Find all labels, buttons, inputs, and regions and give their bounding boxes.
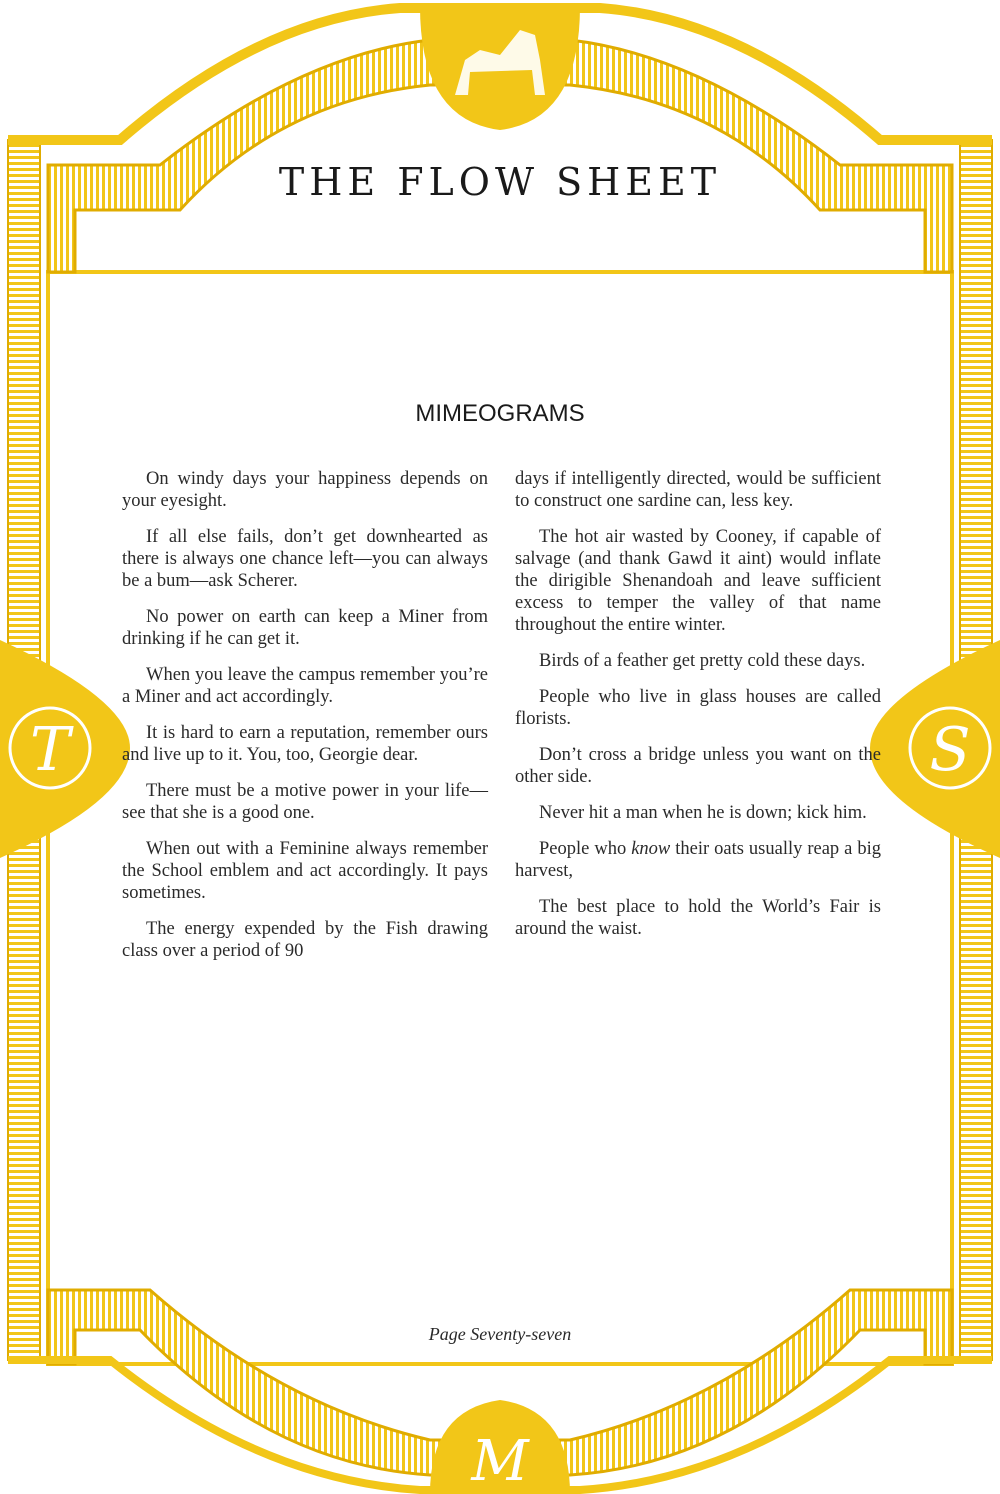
paragraph: When out with a Feminine always remember the School emblem and act accordingly. It pays sometimes.: [122, 839, 488, 903]
paragraph: When you leave the campus remember you’re a Miner and act accordingly.: [122, 665, 488, 707]
page-title: THE FLOW SHEET: [278, 160, 722, 204]
paragraph: There must be a motive power in your life—see that she is a good one.: [122, 781, 488, 823]
paragraph: The best place to hold the World’s Fair is around the waist.: [515, 897, 881, 939]
left-column: [122, 468, 488, 976]
monogram-right: S: [929, 715, 971, 785]
paragraph: Don’t cross a bridge unless you want on the other side.: [515, 745, 881, 787]
paragraph: Birds of a feather get pretty cold these days.: [539, 651, 866, 671]
paragraph: No power on earth can keep a Miner from drinking if he can get it.: [122, 607, 488, 649]
paragraph: On windy days your happiness depends on your eyesight.: [122, 469, 488, 511]
right-column: [515, 468, 881, 954]
emphasis-word: know: [631, 839, 671, 859]
paragraph: People who live in glass houses are called florists.: [515, 687, 881, 729]
page-number: Page Seventy-seven: [428, 1324, 572, 1344]
paragraph: Never hit a man when he is down; kick him.: [539, 803, 867, 823]
paragraph: The energy expended by the Fish drawing class over a period of 90: [122, 919, 488, 961]
paragraph: It is hard to earn a reputation, remember ours and live up to it. You, too, Georgie dear.: [122, 723, 488, 765]
text-run: People who: [539, 839, 632, 859]
text-run: their oats usually reap a big harvest,: [515, 839, 881, 881]
paragraph-continuation: days if intelligently directed, would be sufficient to construct one sardine can, less key.: [515, 469, 881, 511]
paragraph: The hot air wasted by Cooney, if capable of salvage (and thank Gawd it aint) would inflate the dirigible Shenandoah and leave sufficient excess to temper the valley of that name throughout the entire winter.: [515, 527, 881, 635]
monogram-bottom: M: [471, 1429, 529, 1494]
section-heading: MIMEOGRAMS: [415, 400, 585, 427]
monogram-left: T: [29, 715, 71, 785]
paragraph: If all else fails, don’t get downhearted as there is always one chance left—you can always be a bum—ask Scherer.: [122, 527, 488, 591]
paragraph-oats: [515, 838, 881, 882]
